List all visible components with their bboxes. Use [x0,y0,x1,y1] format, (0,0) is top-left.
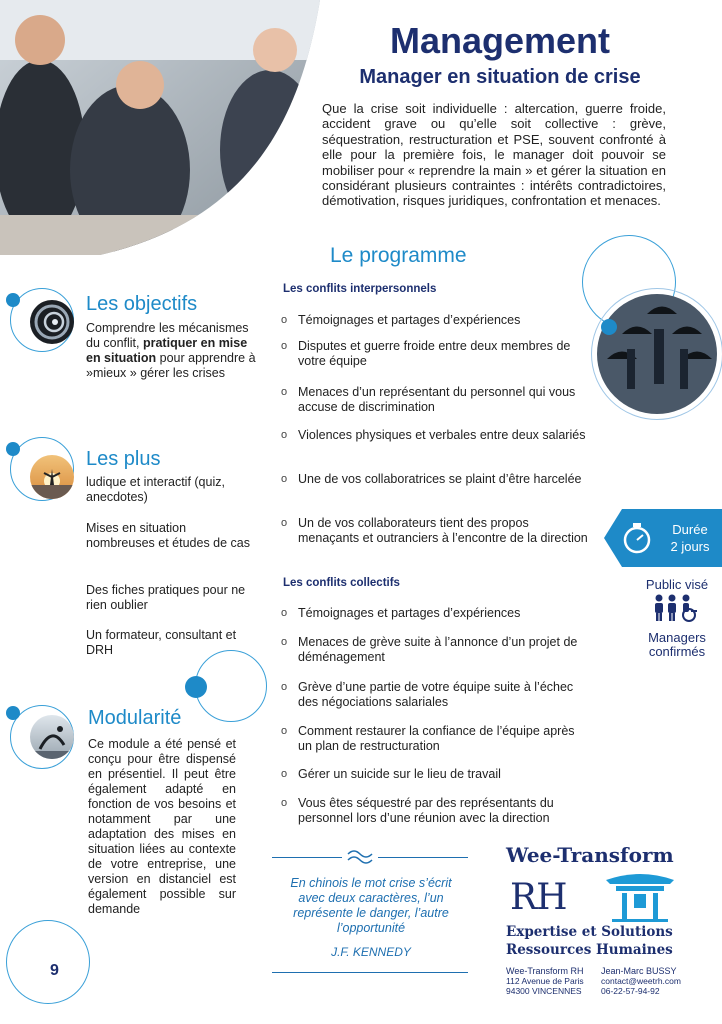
duration-value: 2 jours [670,539,710,554]
list-item: o Vous êtes séquestré par des représentants du personnel lors d’une réunion avec la direction [281,796,554,825]
audience-value: Managers confirmés [648,630,706,659]
list-item: o Témoignages et partages d’expériences [281,606,521,620]
contact-address-1: 112 Avenue de Paris [506,976,584,986]
contact-phone: 06-22-57-94-92 [601,986,660,996]
logo-rh: RH [510,877,567,918]
plus-item: ludique et interactif (quiz, anecdotes) [86,475,225,504]
list-item: o Menaces d’un représentant du personnel qui vous accuse de discrimination [281,385,576,414]
people-icon [651,594,701,622]
divider [272,857,342,858]
list-item: o Une de vos collaboratrices se plaint d’être harcelée [281,472,582,486]
list-item: o Témoignages et partages d’expériences [281,313,521,327]
modularite-text: Ce module a été pensé et conçu pour être dispensé en présentiel. Il peut être également adapté en fonction de vos besoins et notamment par une adaptation des mises en situation liées au contexte de votre entreprise, une version en distanciel est également possible sur demande [88,737,236,916]
decorative-circle [6,920,90,1004]
decorative-dot [601,319,617,335]
sunset-icon [30,455,74,499]
plus-item: Un formateur, consultant et DRH [86,628,237,657]
intro-paragraph: Que la crise soit individuelle : altercation, guerre froide, accident grave ou qu’elle soit collective : grève, séquestration, restructuration et PSE, souvent confronté à elle pour la première fois, le manager doit pouvoir se mobiliser pour « reprendre la main » et gérer la situation en considérant plusieurs contraintes : intérêts contradictoires, démotivation, risques juridiques, confrontation et menaces. [322,101,666,209]
section-heading-interpersonal: Les conflits interpersonnels [283,283,437,295]
page-title: Management [389,20,611,61]
list-item: o Menaces de grève suite à l’annonce d’un projet de déménagement [281,635,578,664]
audience-label: Public visé [645,577,709,592]
divider [272,972,468,973]
duration-badge [604,509,722,567]
list-item: o Comment restaurer la confiance de l’équipe après un plan de restructuration [281,724,575,753]
photo-circle [591,288,722,420]
list-item: o Un de vos collaborateurs tient des propos menaçants et outranciers à l’encontre de la direction [281,516,588,545]
quote-text: En chinois le mot crise s’écrit avec deux caractères, l’un représente le danger, l’autre l’opportunité [290,876,452,935]
logo-tagline-1: Expertise et Solutions [506,924,673,940]
contact-person-block [601,966,711,996]
list-item: o Disputes et guerre froide entre deux membres de votre équipe [281,339,571,368]
list-item: o Grève d’une partie de votre équipe suite à l’échec des négociations salariales [281,680,574,709]
list-item: o Gérer un suicide sur le lieu de travail [281,767,501,781]
yoga-icon [30,715,74,759]
duration-label: Durée [672,522,708,537]
wave-icon [344,846,374,868]
modularite-title: Modularité [88,707,182,729]
decorative-dot [6,442,20,456]
spiral-icon [30,300,74,344]
objectifs-text: Comprendre les mécanismes du conflit, pratiquer en mise en situation pour apprendre à »mieux » gérer les crises [86,321,256,380]
contact-company-block [506,966,592,996]
pagoda-icon [604,870,676,922]
objectifs-title: Les objectifs [86,293,198,315]
decorative-dot [185,676,207,698]
page-subtitle: Manager en situation de crise [359,66,641,88]
contact-company: Wee-Transform RH [506,966,584,976]
quote-author: J.F. KENNEDY [331,945,411,959]
contact-person: Jean-Marc BUSSY [601,966,677,976]
section-heading-collective: Les conflits collectifs [283,577,400,589]
decorative-dot [6,293,20,307]
plus-title: Les plus [86,448,161,470]
list-item: o Violences physiques et verbales entre deux salariés [281,428,586,442]
header-photo [0,0,320,255]
logo-tagline-2: Ressources Humaines [506,942,673,958]
plus-item: Mises en situation nombreuses et études de cas [86,521,250,550]
logo-name: Wee-Transform [506,843,674,867]
programme-title: Le programme [330,244,467,267]
contact-address-2: 94300 VINCENNES [506,986,582,996]
page-number: 9 [50,962,59,979]
contact-email[interactable]: contact@weetrh.com [601,976,681,986]
plus-item: Des fiches pratiques pour ne rien oublier [86,583,246,612]
divider [378,857,468,858]
decorative-dot [6,706,20,720]
